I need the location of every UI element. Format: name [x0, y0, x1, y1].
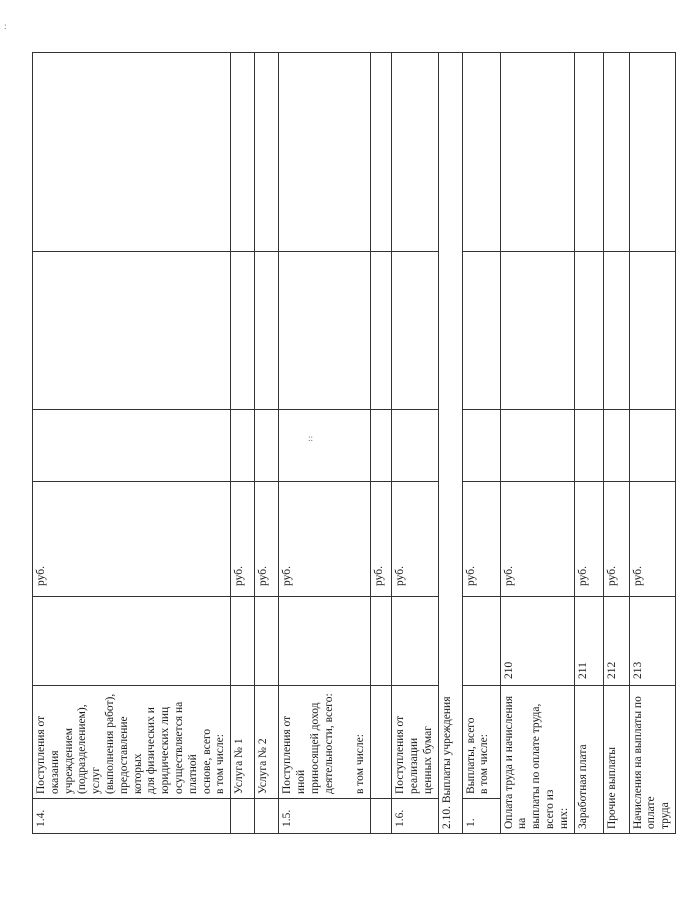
row-sub-label: в том числе: — [354, 734, 367, 794]
row-label-line: Начисления на выплаты по оплате — [631, 696, 658, 829]
table-row — [603, 52, 629, 833]
row-label — [33, 685, 231, 798]
table-row — [33, 52, 231, 833]
row-code: 212 — [603, 596, 629, 685]
scan-mark: : — [4, 21, 7, 31]
empty-cell — [574, 251, 603, 409]
row-label-line: юридических лиц — [159, 706, 172, 794]
empty-cell — [392, 409, 438, 481]
row-label-line: (подразделением), услуг — [76, 704, 103, 794]
row-label: Заработная плата — [574, 685, 603, 833]
section-heading: 2.10. Выплаты учреждения — [438, 52, 462, 833]
row-label-line: для физических и — [145, 707, 158, 794]
scan-mark: :: — [308, 433, 314, 443]
row-number — [231, 799, 255, 834]
row-unit: руб. — [462, 481, 500, 596]
empty-cell — [629, 251, 675, 409]
row-label — [279, 685, 371, 798]
empty-cell — [392, 52, 438, 251]
empty-cell — [500, 409, 574, 481]
row-label-line: деятельности, всего: — [322, 693, 335, 794]
row-label-line: основе, всего — [200, 728, 213, 794]
row-code — [255, 596, 279, 685]
empty-cell — [392, 251, 438, 409]
row-label-line: приносящей доход — [308, 702, 321, 794]
row-label-line: Оплата труда и начисления на — [502, 695, 529, 829]
table-row — [392, 52, 438, 833]
row-number: 1.6. — [392, 799, 438, 834]
empty-cell — [231, 251, 255, 409]
empty-cell — [279, 409, 371, 481]
empty-cell — [603, 52, 629, 251]
row-label: Услуга № 1 — [231, 685, 255, 798]
row-unit: руб. — [500, 481, 574, 596]
empty-cell — [603, 251, 629, 409]
row-label-line: труда — [659, 802, 672, 829]
empty-cell — [255, 409, 279, 481]
row-label — [462, 685, 500, 798]
row-code — [231, 596, 255, 685]
empty-cell — [574, 52, 603, 251]
table-row — [574, 52, 603, 833]
table-row — [500, 52, 574, 833]
row-unit: руб. — [279, 481, 371, 596]
table-row — [255, 52, 279, 833]
row-unit: руб. — [574, 481, 603, 596]
empty-cell — [255, 52, 279, 251]
row-label-line: осуществляется на платной — [172, 701, 199, 794]
empty-cell — [371, 52, 392, 251]
row-unit: руб. — [33, 481, 231, 596]
row-unit: руб. — [392, 481, 438, 596]
empty-cell — [371, 251, 392, 409]
empty-cell — [231, 409, 255, 481]
row-label-line: Поступления от реализации — [394, 715, 420, 794]
row-code — [33, 596, 231, 685]
table-row — [462, 52, 500, 833]
row-code: 213 — [629, 596, 675, 685]
row-label-line: них: — [557, 807, 570, 829]
row-label-line: Поступления от оказания — [35, 715, 61, 794]
row-unit: руб. — [371, 481, 392, 596]
empty-cell — [462, 52, 500, 251]
empty-cell — [629, 409, 675, 481]
empty-cell — [279, 251, 371, 409]
row-label-line: в том числе: — [478, 734, 491, 794]
empty-cell — [500, 52, 574, 251]
budget-table — [32, 52, 676, 834]
row-unit: руб. — [629, 481, 675, 596]
empty-cell — [33, 52, 231, 251]
row-label: Прочие выплаты — [603, 685, 629, 833]
row-unit: руб. — [603, 481, 629, 596]
row-number — [255, 799, 279, 834]
row-label-line: (выполнения работ), — [103, 693, 116, 794]
empty-cell — [33, 251, 231, 409]
empty-cell — [629, 52, 675, 251]
empty-cell — [500, 251, 574, 409]
row-label-line: предоставление которых — [117, 716, 144, 794]
row-number: 1. — [462, 799, 500, 834]
row-label-line: Выплаты, всего — [464, 717, 477, 794]
row-unit: руб. — [255, 481, 279, 596]
row-code — [371, 596, 392, 685]
row-label — [371, 685, 392, 798]
row-label: Услуга № 2 — [255, 685, 279, 798]
table-row — [231, 52, 255, 833]
empty-cell — [33, 409, 231, 481]
row-number: 1.4. — [33, 799, 231, 834]
row-number — [371, 799, 392, 834]
empty-cell — [279, 52, 371, 251]
table-row — [438, 52, 462, 833]
table-row — [371, 52, 392, 833]
row-label — [500, 685, 574, 833]
row-label-line: ценных бумаг — [421, 726, 434, 794]
empty-cell — [371, 409, 392, 481]
table-row — [279, 52, 371, 833]
row-code — [392, 596, 438, 685]
empty-cell — [462, 251, 500, 409]
row-label-line: учреждением — [62, 728, 75, 794]
row-label-line: в том числе: — [214, 734, 227, 794]
rotated-table — [32, 53, 672, 834]
row-code: 210 — [500, 596, 574, 685]
empty-cell — [231, 52, 255, 251]
table-row — [629, 52, 675, 833]
empty-cell — [255, 251, 279, 409]
empty-cell — [574, 409, 603, 481]
row-label — [392, 685, 438, 798]
row-code: 211 — [574, 596, 603, 685]
row-label — [629, 685, 675, 833]
row-label-line: выплаты по оплате труда, всего из — [530, 703, 556, 829]
empty-cell — [603, 409, 629, 481]
row-label-line: Поступления от иной — [281, 715, 307, 794]
row-code — [279, 596, 371, 685]
row-code — [462, 596, 500, 685]
empty-cell — [462, 409, 500, 481]
row-unit: руб. — [231, 481, 255, 596]
row-number: 1.5. — [279, 799, 371, 834]
